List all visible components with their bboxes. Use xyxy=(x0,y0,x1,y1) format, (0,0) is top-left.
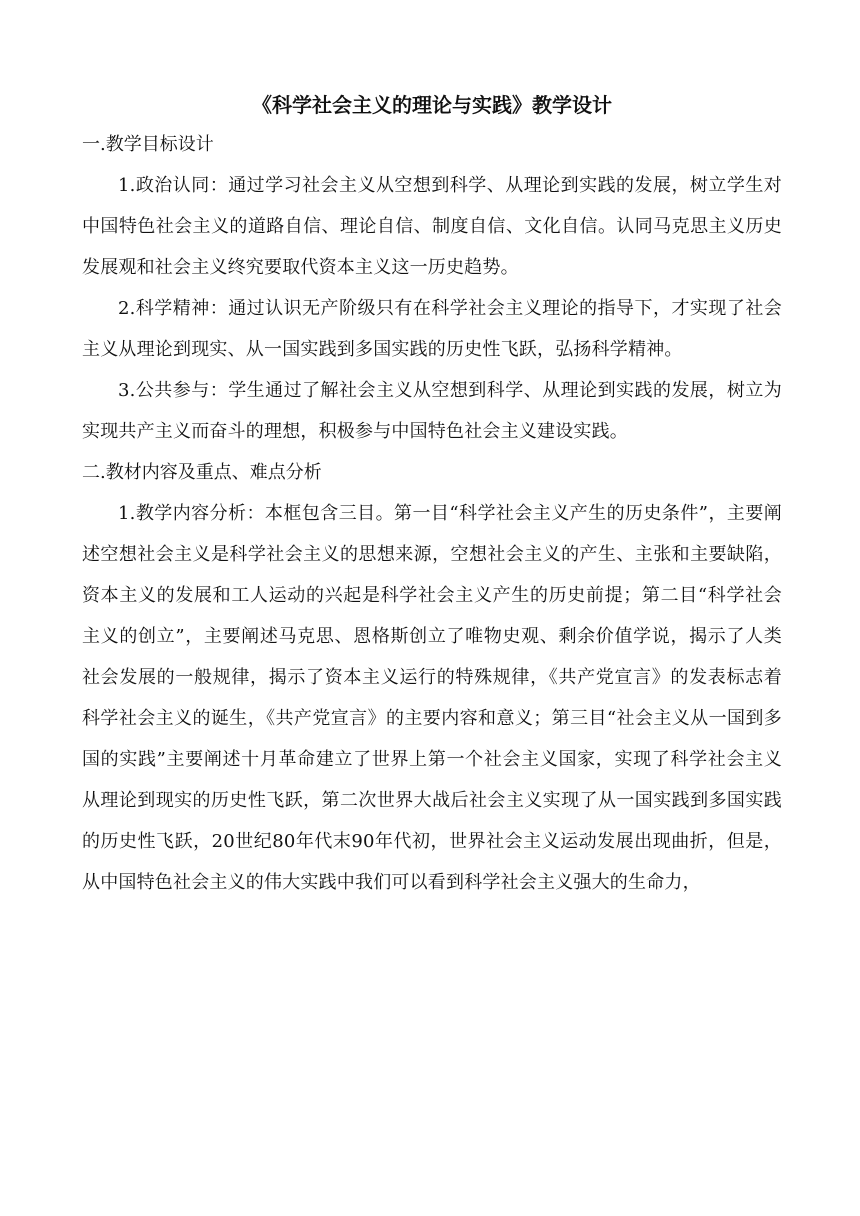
paragraph-public-participation: 3.公共参与：学生通过了解社会主义从空想到科学、从理论到实践的发展，树立为实现共产主义而奋斗的理想，积极参与中国特色社会主义建设实践。 xyxy=(82,380,782,442)
section-heading-objectives: 一.教学目标设计 xyxy=(82,134,214,155)
paragraph-scientific-spirit: 2.科学精神：通过认识无产阶级只有在科学社会主义理论的指导下，才实现了社会主义从理论到现实、从一国实践到多国实践的历史性飞跃，弘扬科学精神。 xyxy=(82,298,782,360)
section-heading-content-analysis: 二.教材内容及重点、难点分析 xyxy=(82,462,322,483)
section-objectives xyxy=(82,124,782,452)
section-content-analysis xyxy=(82,452,782,903)
paragraph-teaching-content: 1.教学内容分析：本框包含三目。第一目“科学社会主义产生的历史条件”，主要阐述空想社会主义是科学社会主义的思想来源，空想社会主义的产生、主张和主要缺陷，资本主义的发展和工人运动的兴起是科学社会主义产生的历史前提；第二目“科学社会主义的创立”，主要阐述马克思、恩格斯创立了唯物史观、剩余价值学说，揭示了人类社会发展的一般规律，揭示了资本主义运行的特殊规律，《共产党宣言》的发表标志着科学社会主义的诞生，《共产党宣言》的主要内容和意义；第三目“社会主义从一国到多国的实践”主要阐述十月革命建立了世界上第一个社会主义国家，实现了科学社会主义从理论到现实的历史性飞跃，第二次世界大战后社会主义实现了从一国实践到多国实践的历史性飞跃，20世纪80年代末90年代初，世界社会主义运动发展出现曲折，但是，从中国特色社会主义的伟大实践中我们可以看到科学社会主义强大的生命力， xyxy=(82,503,782,893)
document-page xyxy=(82,86,782,903)
document-title: 《科学社会主义的理论与实践》教学设计 xyxy=(252,93,612,117)
paragraph-political-identity: 1.政治认同：通过学习社会主义从空想到科学、从理论到实践的发展，树立学生对中国特色社会主义的道路自信、理论自信、制度自信、文化自信。认同马克思主义历史发展观和社会主义终究要取代资本主义这一历史趋势。 xyxy=(82,175,782,278)
